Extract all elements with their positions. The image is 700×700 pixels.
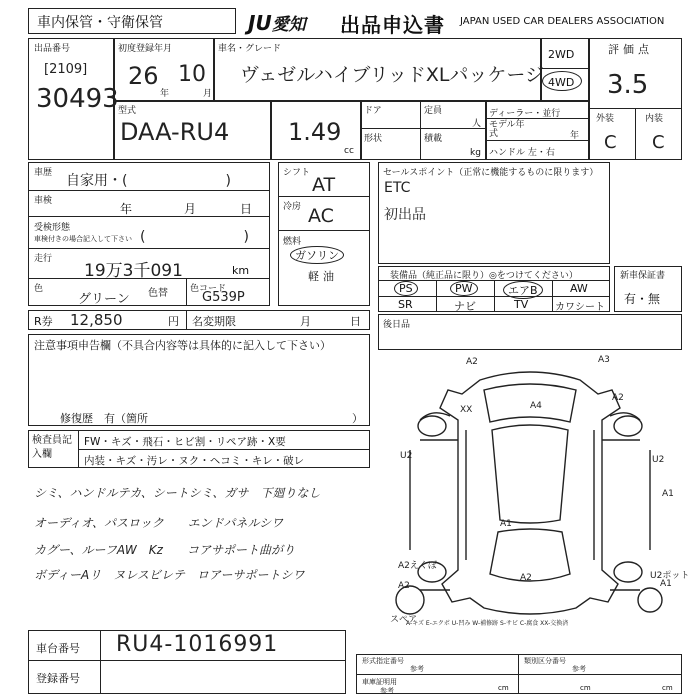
inspector-row2: 内装・キズ・汚レ・ヌク・ヘコミ・キレ・破レ <box>84 455 305 467</box>
spare-label: スペア <box>390 615 418 625</box>
lot-label: 出品番号 <box>34 44 71 54</box>
person-unit: 人 <box>472 119 482 129</box>
year-unit: 年 <box>570 131 580 141</box>
mark-13: U2ポット <box>650 571 690 581</box>
form-subtitle: JAPAN USED CAR DEALERS ASSOCIATION <box>460 16 665 27</box>
drive-4wd-circle <box>542 71 582 91</box>
reg-month: 10 <box>178 62 206 87</box>
color-code-label: 色コード <box>190 284 227 294</box>
score-label: 評価点 <box>608 43 653 56</box>
color-code: G539P <box>202 290 245 305</box>
load-label: 積載 <box>424 134 443 144</box>
lot-bracket: [2109] <box>44 62 88 77</box>
equip-ps: PS <box>394 281 418 296</box>
recv-label: 受検形態 <box>34 223 71 233</box>
reg-number-label: 登録番号 <box>36 672 80 685</box>
equip-aw: AW <box>570 282 588 295</box>
car-name-label: 車名・グレード <box>218 44 282 54</box>
dim-label: 車庫証明用 <box>362 678 397 686</box>
repair-close: ） <box>352 412 363 425</box>
mark-2: A3 <box>598 355 610 365</box>
mark-4: XX <box>460 405 473 415</box>
equip-pw: PW <box>450 281 478 296</box>
score-int: C <box>652 132 665 153</box>
storage-label: 車内保管・守衛保管 <box>37 15 163 31</box>
note-line-1: シミ、ハンドルテカ、シートシミ、ガサ 下廻りなし <box>34 486 321 500</box>
recycle-yen: 円 <box>168 315 179 328</box>
equip-airbag: エアB <box>503 281 543 299</box>
class-ref: 参考 <box>572 665 586 673</box>
warranty-value: 有・無 <box>624 292 661 306</box>
equip-navi: ナビ <box>454 300 476 313</box>
car-diagram <box>380 350 690 630</box>
drive-2wd: 2WD <box>548 48 575 61</box>
cc-unit: cc <box>344 146 354 156</box>
chassis-value: RU4-1016991 <box>116 632 279 657</box>
inspector-row1: FW・キズ・飛石・ヒビ割・リペア跡・X要 <box>84 436 286 448</box>
displacement: 1.49 <box>288 118 342 146</box>
inspector-label: 検査員記入欄 <box>32 435 72 460</box>
history-value: 自家用・( ) <box>66 173 231 189</box>
mark-14: A2 <box>520 573 532 583</box>
inspection-day: 日 <box>240 202 253 216</box>
name-change-label: 名変期限 <box>192 315 236 328</box>
mark-6: A2 <box>612 393 624 403</box>
ac-value: AC <box>308 205 334 227</box>
equip-seat: カワシート <box>555 302 605 313</box>
dim-cm-1: cm <box>498 684 509 692</box>
damage-marks <box>390 355 689 625</box>
model-year-label: モデル年式 <box>489 120 525 139</box>
form-title: 出品申込書 <box>340 13 445 37</box>
notes-label: 注意事項申告欄（不具合内容等は具体的に記入して下さい） <box>34 339 331 352</box>
km-unit: km <box>232 264 250 277</box>
kg-unit: kg <box>470 148 481 158</box>
shift-label: シフト <box>283 168 311 178</box>
color-change-label: 色替 <box>148 288 168 299</box>
doors-label: ドア <box>364 106 382 116</box>
mark-15: A2 <box>398 581 410 591</box>
fuel-diesel: 軽油 <box>308 270 338 283</box>
drive-4wd: 4WD <box>548 76 575 89</box>
rear-seat-box <box>378 314 682 350</box>
capacity-label: 定員 <box>424 106 443 116</box>
chassis-label: 車台番号 <box>36 642 80 655</box>
reg-label: 初度登録年月 <box>118 44 173 54</box>
mark-10: A1 <box>662 489 674 499</box>
dim-cm-2: cm <box>580 684 591 692</box>
sales-item-2: 初出品 <box>384 207 426 223</box>
mark-7: U2 <box>400 451 413 461</box>
dim-cm-3: cm <box>662 684 673 692</box>
inspection-label: 車検 <box>34 196 53 206</box>
sales-label: セールスポイント（正常に機能するものに限ります） <box>383 168 599 178</box>
storage-box <box>28 8 236 34</box>
recycle-label: R券 <box>34 315 53 328</box>
mark-11: A1 <box>500 519 512 529</box>
reg-year: 26 <box>128 62 159 90</box>
equipment-label: 装備品（純正品に限り）◎をつけてください） <box>390 271 578 281</box>
ju-logo <box>248 10 306 35</box>
score-int-label: 内装 <box>645 114 664 124</box>
car-name-value: ヴェゼルハイブリッドXLパッケージ <box>240 64 545 86</box>
note-line-3: カグー、ルーフAW Kz コアサポート曲がり <box>34 543 295 557</box>
score-ext: C <box>604 132 617 153</box>
recv-value: ( ) <box>140 229 249 245</box>
note-line-2: オーディオ、パスロック エンドパネルシワ <box>34 516 284 530</box>
mark-9: U2 <box>652 455 665 465</box>
handle-label: ハンドル 左・右 <box>489 148 555 158</box>
equip-tv: TV <box>514 298 529 311</box>
inspection-month: 月 <box>184 202 197 216</box>
name-change-month: 月 <box>300 315 311 328</box>
mark-3: A4 <box>530 401 542 411</box>
dealer-label: ディーラー・並行 <box>489 109 561 119</box>
inspection-year: 年 <box>120 202 133 216</box>
type-ref: 参考 <box>410 665 424 673</box>
org-name: 愛知 <box>271 15 306 35</box>
model-label: 型式 <box>118 106 137 116</box>
dim-ref: 参考 <box>380 687 394 695</box>
type-label: 形式指定番号 <box>362 657 404 665</box>
mileage-value: 19万3千091 <box>84 261 183 281</box>
class-label: 類別区分番号 <box>524 657 566 665</box>
score-value: 3.5 <box>607 70 649 100</box>
reg-nen: 年 <box>160 89 170 99</box>
model-value: DAA-RU4 <box>120 118 230 146</box>
logo-mark: JU <box>248 11 272 35</box>
mark-16: A1 <box>660 579 672 589</box>
equip-sr: SR <box>398 298 413 311</box>
sales-item-1: ETC <box>384 180 411 196</box>
name-change-day: 日 <box>350 315 361 328</box>
rear-seat-label: 後日品 <box>383 320 411 330</box>
repair-label: 修復歴 有（箇所 <box>60 412 148 425</box>
damage-legend: A-キズ E-エクボ U-凹み W-補修跡 S-サビ C-腐食 XX-交換済 <box>406 620 569 627</box>
shift-value: AT <box>312 174 336 196</box>
fuel-gasoline: ガソリン <box>290 246 344 264</box>
recv-sub: 車検付きの場合記入して下さい <box>34 235 132 243</box>
history-label: 車歴 <box>34 168 53 178</box>
shape-label: 形状 <box>364 134 383 144</box>
mark-12: A2えくぼ <box>398 561 437 571</box>
color-label: 色 <box>34 284 44 294</box>
score-ext-label: 外装 <box>596 114 615 124</box>
recycle-value: 12,850 <box>70 311 123 329</box>
note-line-4: ボディーAリ ヌレスビレテ ロアーサポートシワ <box>34 568 305 582</box>
mileage-label: 走行 <box>34 254 53 264</box>
reg-tsuki: 月 <box>203 89 213 99</box>
fuel-label: 燃料 <box>283 237 302 247</box>
warranty-label: 新車保証書 <box>620 271 666 281</box>
ac-label: 冷房 <box>283 202 302 212</box>
mark-1: A2 <box>466 357 478 367</box>
color-value: グリーン <box>78 292 130 307</box>
lot-number: 30493 <box>36 84 119 114</box>
